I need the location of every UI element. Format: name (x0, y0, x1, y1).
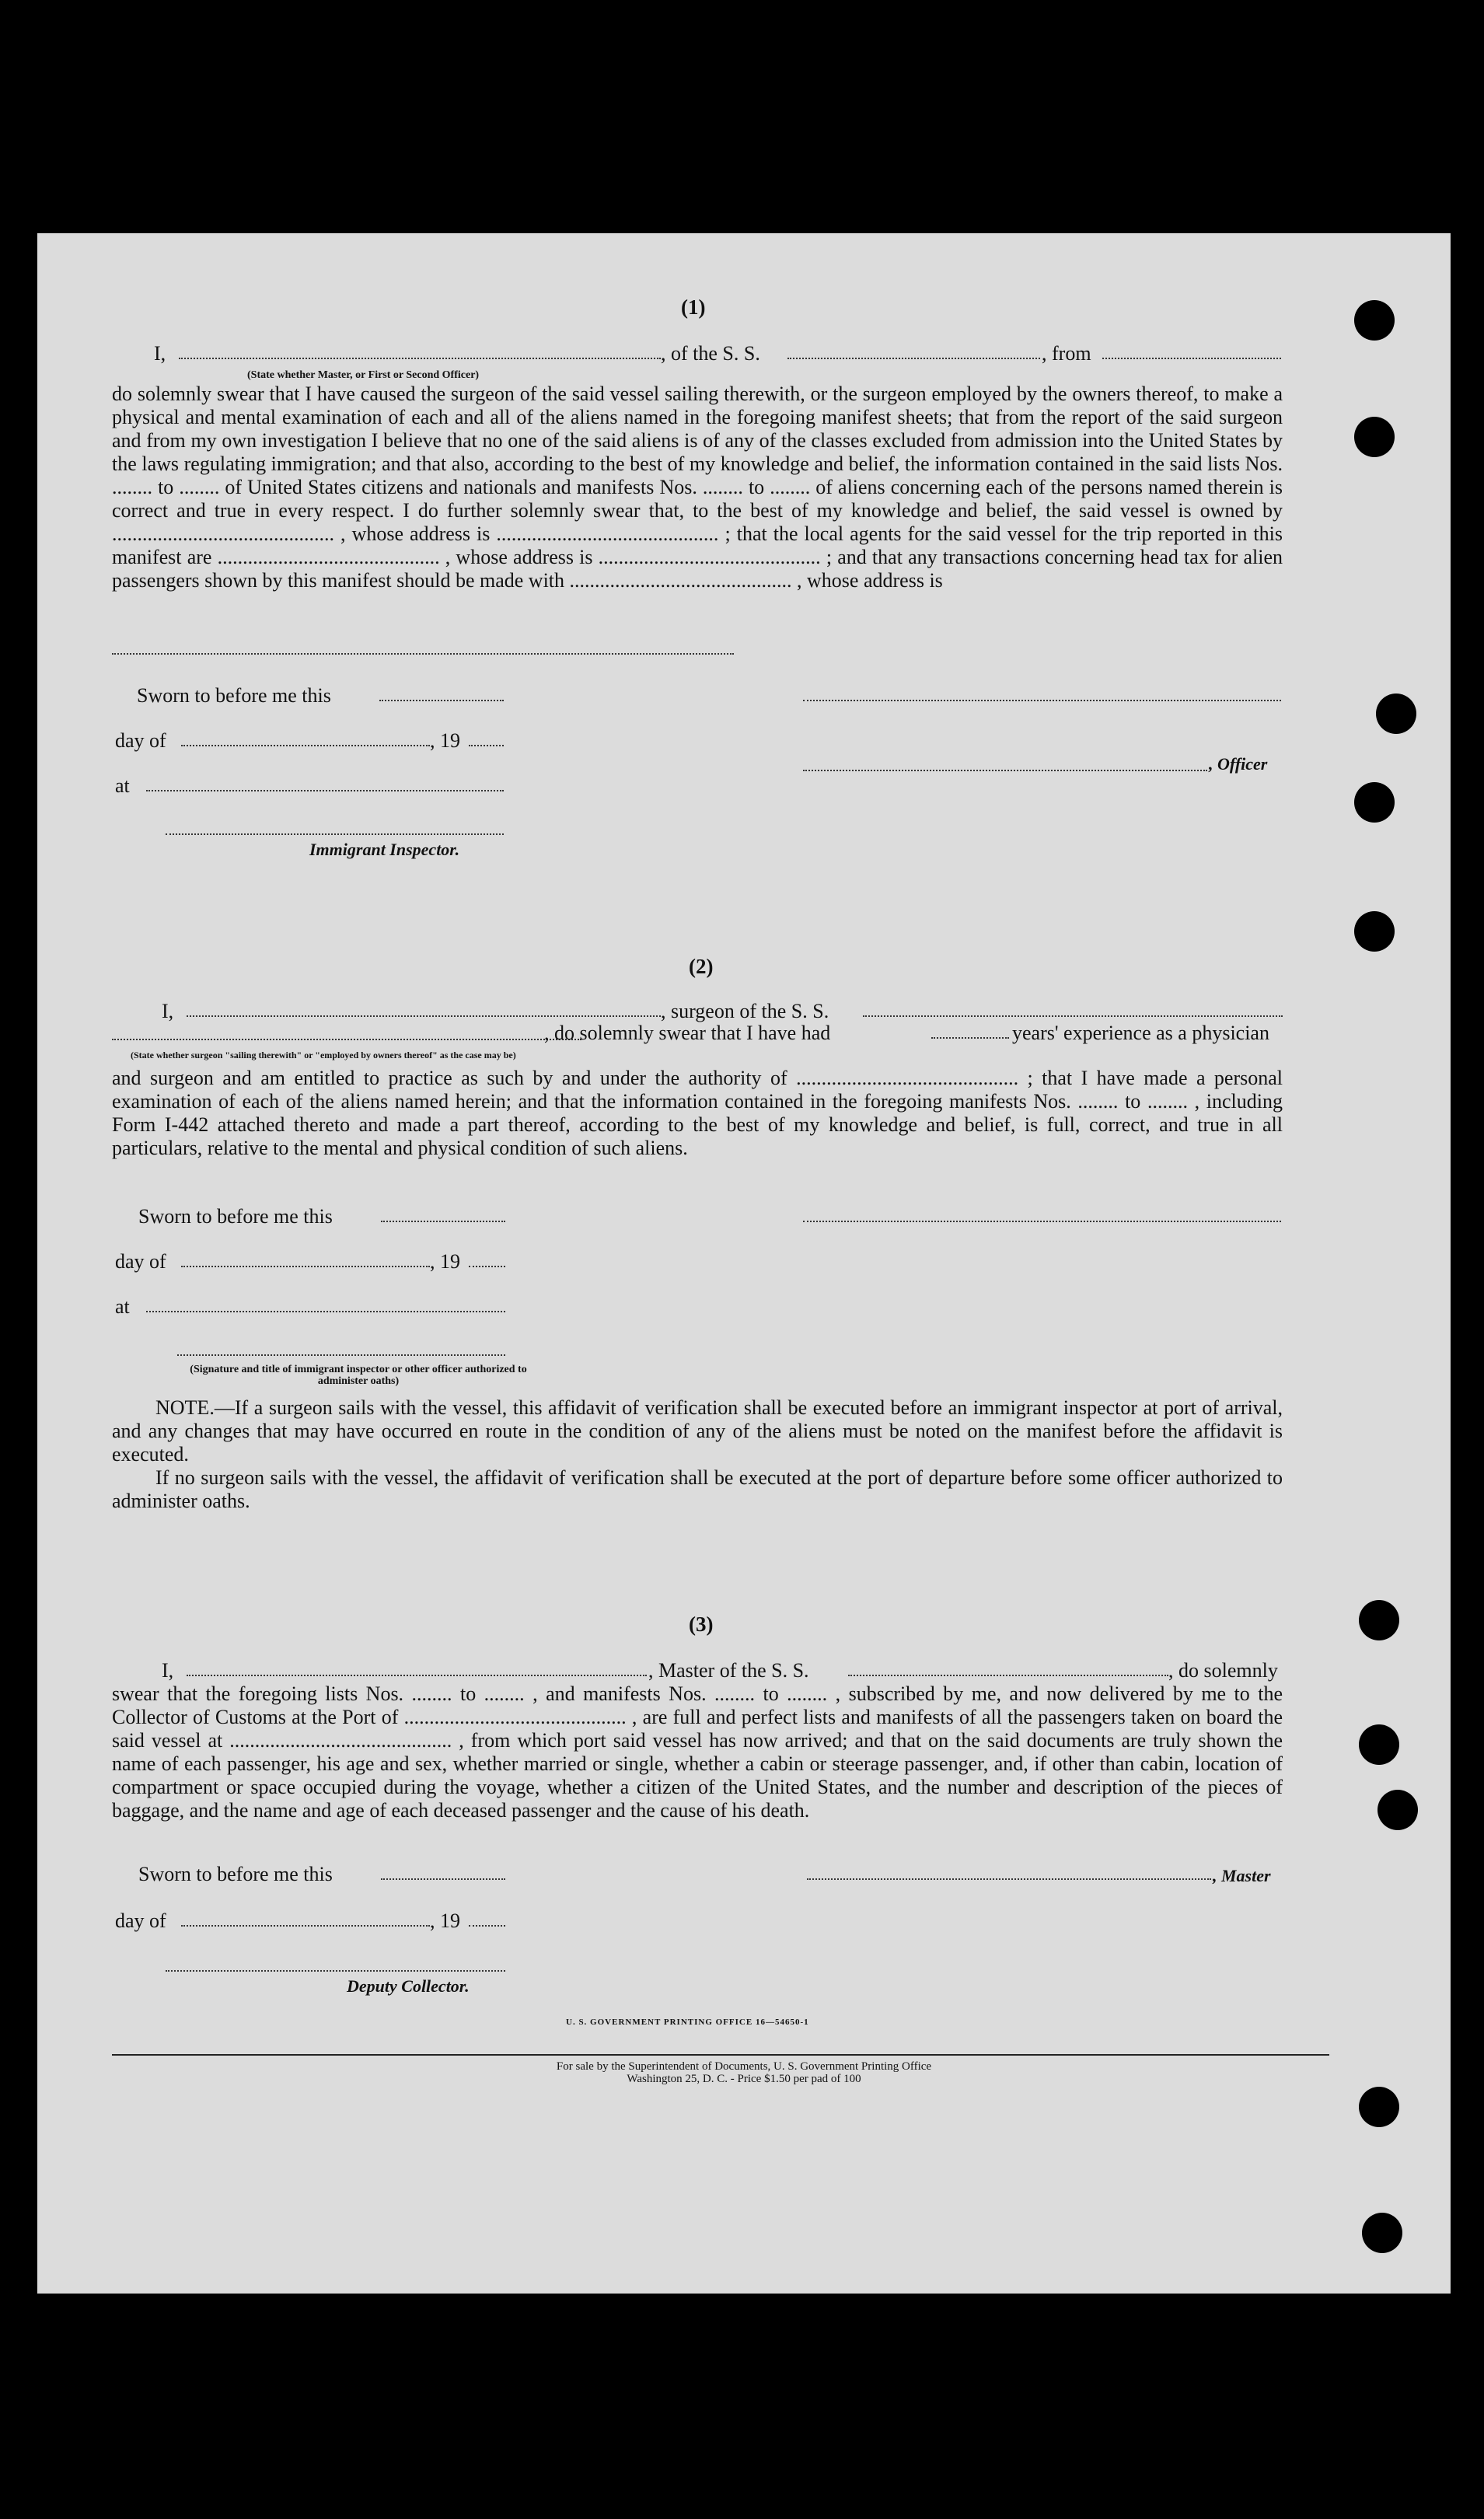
section-1-sworn: Sworn to before me this (137, 684, 331, 707)
blank-line (787, 358, 1040, 359)
blank-line (166, 1970, 505, 1972)
section-1-of-ss: , of the S. S. (661, 342, 760, 365)
section-3-swear: , do solemnly (1168, 1659, 1278, 1682)
section-1-day-of: day of (115, 729, 166, 752)
blank-line (803, 1221, 1281, 1222)
binder-hole (1376, 694, 1416, 734)
section-3-master-of: , Master of the S. S. (648, 1659, 809, 1682)
blank-line (803, 700, 1281, 701)
binder-hole (1362, 2213, 1402, 2253)
section-3-year: , 19 (430, 1909, 460, 1932)
section-1-body: do solemnly swear that I have caused the surgeon of the said vessel sailing therewith, or the surgeon employed by the owners thereof, to make a physical and mental examination of each and all of the aliens named in the foregoing manifest sheets; that from the report of the said surgeon and from my own investigation I believe that no one of the said aliens is of any of the classes excluded from admission into the United States by the laws regulating immigration; and that also, according to the best of my knowledge and belief, the information contained in the said lists Nos. ........ to ........ of United States citizens and nationals and manifests Nos. ........ to ........ of aliens concerning each of the persons named therein is correct and true in every respect. I do further solemnly swear that, to the best of my knowledge and belief, the said vessel is owned by ............................................ , whose address is ............................................ ; that the local agents for the said vessel for the trip reported in this manifest are ............................................ , whose address is ............................................ ; and that any transactions concerning head tax for alien passengers shown by this manifest should be made with ............................................ , whose address is (112, 383, 1283, 592)
blank-line (179, 358, 661, 359)
blank-line (469, 1925, 505, 1927)
blank-line (469, 1266, 505, 1267)
blank-line (146, 790, 504, 791)
section-3-body: swear that the foregoing lists Nos. ........ to ........ , and manifests Nos. ........ to ........ , subscribed by me, and now delivered by me to the Collector of Customs at the Port of ............................................ , are full and perfect lists and manifests of all the passengers taken on board the said vessel at ............................................ , from which port said vessel has now arrived; and that on the said documents are truly shown the name of each passenger, his age and sex, whether married or single, whether a cabin or steerage passenger, and, if other than cabin, location of compartment or space occupied during the voyage, whether a citizen of the United States, and the number and description of the pieces of baggage, and the name and age of each deceased passenger and the cause of his death. (112, 1682, 1283, 1822)
section-3-day-of: day of (115, 1909, 166, 1932)
footer-line-2: Washington 25, D. C. - Price $1.50 per pad of 100 (627, 2073, 861, 2085)
binder-hole (1354, 417, 1395, 457)
section-2-i: I, (162, 1000, 174, 1022)
section-2-note: (State whether surgeon "sailing therewith" or "employed by owners thereof" as the case may be) (131, 1050, 516, 1060)
blank-line (181, 1925, 430, 1927)
binder-hole (1354, 782, 1395, 823)
section-3-sworn: Sworn to before me this (138, 1863, 333, 1885)
section-1-immigrant-inspector: Immigrant Inspector. (309, 840, 460, 859)
section-2-years: years' experience as a physician (1012, 1022, 1269, 1044)
section-3-deputy-collector: Deputy Collector. (347, 1976, 470, 1996)
blank-line (112, 653, 734, 655)
section-2-number: (2) (689, 955, 714, 978)
binder-hole (1354, 911, 1395, 952)
binder-hole (1359, 2087, 1399, 2127)
section-2-signer-note: (Signature and title of immigrant inspector or other officer authorized to administer oaths) (190, 1364, 527, 1387)
blank-line (112, 1039, 581, 1040)
section-3-i: I, (162, 1659, 174, 1682)
blank-line (187, 1015, 661, 1017)
footer-rule (112, 2054, 1329, 2056)
section-1-number: (1) (681, 295, 706, 319)
blank-line (848, 1675, 1168, 1676)
blank-line (166, 833, 504, 835)
blank-line (381, 1221, 505, 1222)
section-2-sworn: Sworn to before me this (138, 1205, 333, 1228)
section-2-note-para-2: If no surgeon sails with the vessel, the affidavit of verification shall be executed at the port of departure before some officer authorized to administer oaths. (112, 1466, 1283, 1512)
printing-office-code: U. S. GOVERNMENT PRINTING OFFICE 16—54650-1 (566, 2018, 809, 2027)
binder-hole (1378, 1790, 1418, 1830)
section-2-surgeon-of: , surgeon of the S. S. (661, 1000, 829, 1022)
section-3-number: (3) (689, 1612, 714, 1636)
section-2-year: , 19 (430, 1250, 460, 1273)
blank-line (146, 1311, 505, 1312)
blank-line (931, 1037, 1009, 1039)
section-2-at: at (115, 1295, 130, 1318)
blank-line (187, 1675, 647, 1676)
blank-line (469, 745, 504, 746)
section-3-master: , Master (1213, 1866, 1271, 1885)
blank-line (807, 1878, 1211, 1880)
section-1-year: , 19 (430, 729, 460, 752)
section-2-swear: , do solemnly swear that I have had (544, 1022, 831, 1044)
binder-hole (1359, 1724, 1399, 1765)
blank-line (181, 1266, 430, 1267)
blank-line (177, 1354, 505, 1356)
binder-hole (1354, 300, 1395, 341)
blank-line (381, 1878, 505, 1880)
binder-hole (1359, 1600, 1399, 1640)
section-1-at: at (115, 774, 130, 797)
section-1-from: , from (1042, 342, 1091, 365)
blank-line (1102, 358, 1281, 359)
section-1-i: I, (154, 342, 166, 365)
section-2-day-of: day of (115, 1250, 166, 1273)
document-page (37, 233, 1451, 2294)
section-1-officer: , Officer (1209, 754, 1268, 774)
blank-line (379, 700, 504, 701)
blank-line (181, 745, 430, 746)
section-2-note-para-1: NOTE.—If a surgeon sails with the vessel, this affidavit of verification shall be executed before an immigrant inspector at port of arrival, and any changes that may have occurred en route in the condition of any of the aliens must be noted on the manifest before the affidavit is executed. (112, 1396, 1283, 1466)
blank-line (863, 1015, 1283, 1017)
section-2-body: and surgeon and am entitled to practice as such by and under the authority of ............................................ ; that I have made a personal examination of each of the aliens named herein; and that the information contained in the foregoing manifests Nos. ........ to ........ , including Form I-442 attached thereto and made a part thereof, according to the best of my knowledge and belief, is full, correct, and true in all particulars, relative to the mental and physical condition of such aliens. (112, 1067, 1283, 1159)
section-1-note: (State whether Master, or First or Second Officer) (247, 369, 480, 381)
blank-line (803, 770, 1207, 771)
footer-line-1: For sale by the Superintendent of Documents, U. S. Government Printing Office (556, 2060, 932, 2073)
